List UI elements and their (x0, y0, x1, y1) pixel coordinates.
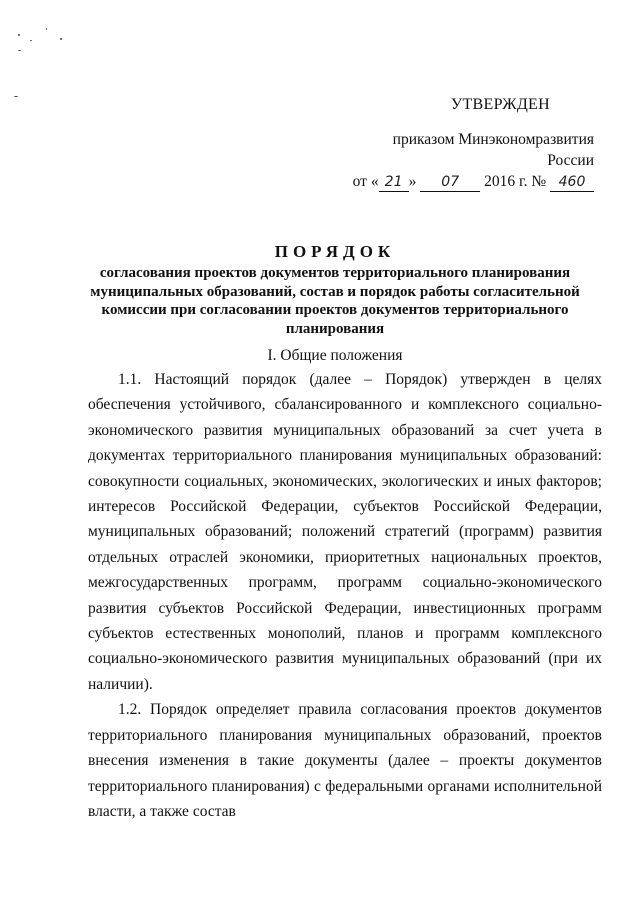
section-heading: I. Общие положения (267, 347, 403, 364)
approval-date-line (344, 171, 594, 192)
title-sub: согласования проектов документов территориального планирования муниципальных образований, состав и порядок работы согласительной комиссии при согласовании проектов документов территориального планирования (90, 265, 580, 337)
paragraph-1-2: 1.2. Порядок определяет правила согласования проектов документов территориального планирования муниципальных образований, проектов внесения изменения в такие документы (далее – проекты документов территориального планирования) с федеральными органами исполнительной власти, а также состав (88, 701, 602, 820)
document-title (80, 242, 590, 338)
date-prefix: от « (352, 173, 379, 190)
handwritten-order-number: 460 (550, 174, 594, 192)
approval-heading: УТВЕРЖДЕН (450, 96, 550, 113)
approval-order-line: приказом Минэкономразвития России (392, 131, 594, 169)
title-main: ПОРЯДОК (274, 242, 396, 261)
document-body (88, 367, 602, 824)
date-mid: » (408, 173, 417, 190)
handwritten-day: 21 (379, 174, 409, 192)
handwritten-month: 07 (420, 174, 480, 192)
year-text: 2016 г. № (484, 173, 547, 190)
approval-block (344, 94, 594, 192)
paragraph-1-1: 1.1. Настоящий порядок (далее – Порядок) утвержден в целях обеспечения устойчивого, сбалансированного и комплексного социально-экономического развития муниципальных образований за счет учета в документах территориального планирования муниципальных образований: совокупности социальных, экономических, экологических и иных факторов; интересов Российской Федерации, субъектов Российской Федерации, муниципальных образований; положений стратегий (программ) развития отдельных отраслей экономики, приоритетных национальных проектов, межгосударственных программ, программ социально-экономического развития субъектов Российской Федерации, инвестиционных программ субъектов естественных монополий, планов и программ комплексного социально-экономического развития муниципальных образований (при их наличии). (88, 371, 602, 693)
